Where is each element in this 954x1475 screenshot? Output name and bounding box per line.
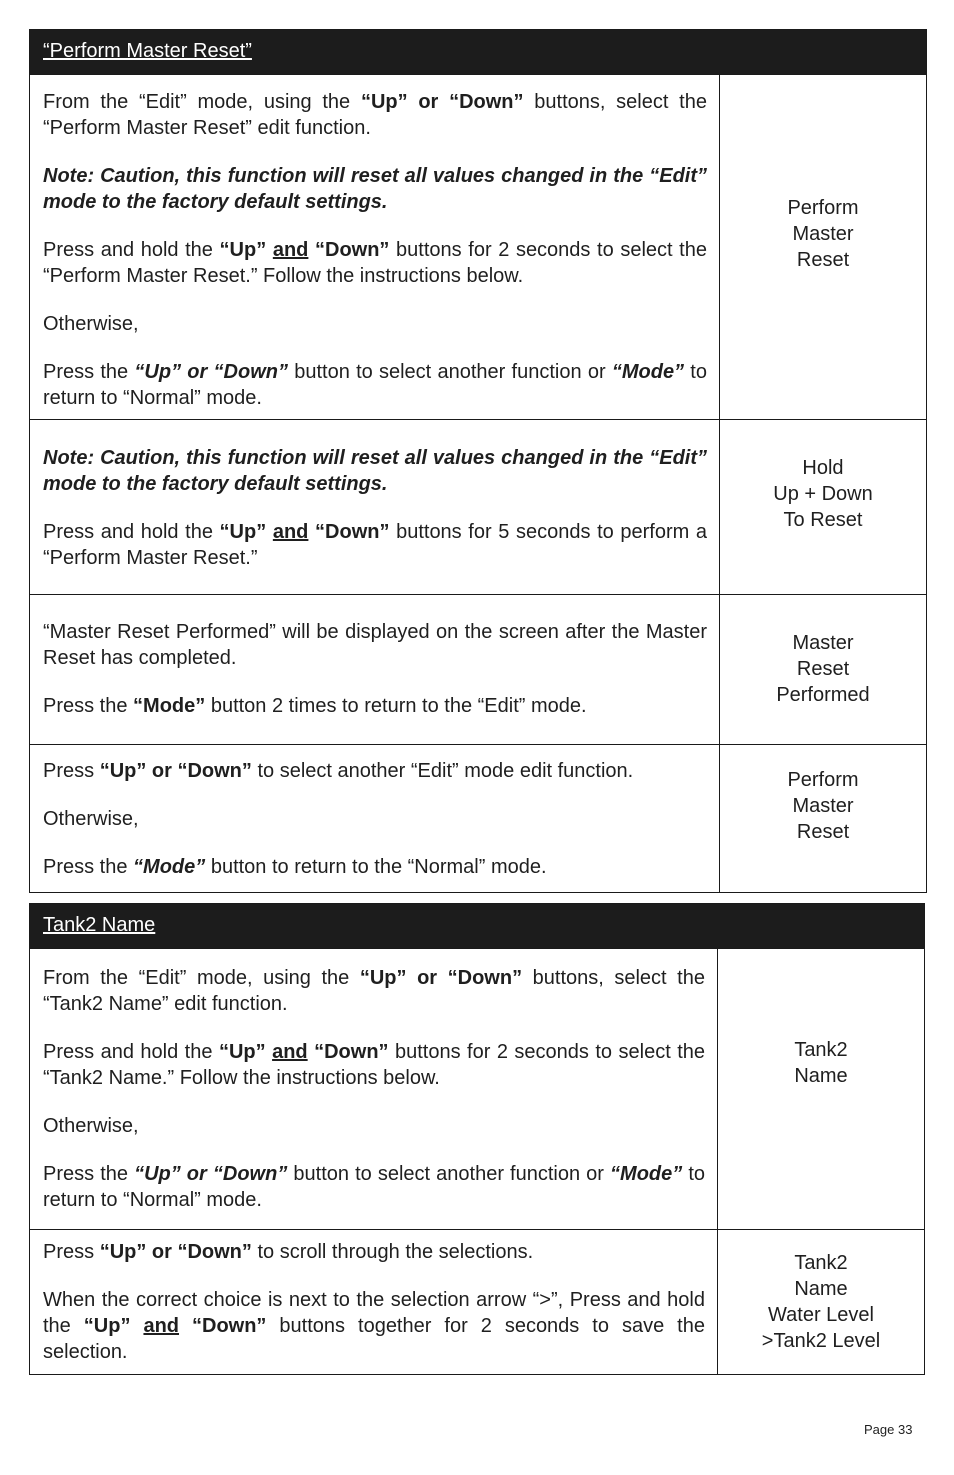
text-run: Otherwise, — [43, 1115, 139, 1137]
paragraph — [43, 1287, 705, 1365]
paragraph — [43, 854, 707, 880]
text-run: “Up” — [218, 1041, 266, 1063]
text-run: Press the — [43, 1163, 135, 1185]
text-run: and — [272, 1041, 308, 1063]
text-run: “Up” — [83, 1315, 131, 1337]
paragraph — [43, 163, 707, 215]
text-run: Press and hold the — [43, 239, 220, 261]
paragraph — [43, 519, 707, 571]
text-run — [266, 521, 273, 543]
text-run: “Up” or “Down” — [359, 967, 523, 989]
text-run: button to return to the “Normal” mode. — [205, 856, 547, 878]
text-run — [266, 239, 273, 261]
text-run: “Up” or “Down” — [134, 361, 288, 383]
text-run: “Up” — [219, 521, 267, 543]
text-run: button to select another function or — [287, 1163, 611, 1185]
paragraph — [43, 1161, 705, 1213]
display-line: To Reset — [783, 509, 863, 531]
display-text — [720, 75, 926, 419]
paragraph — [43, 693, 707, 719]
text-run: Otherwise, — [43, 808, 139, 830]
section-title: “Perform Master Reset” — [30, 30, 926, 74]
instruction-text — [30, 949, 718, 1229]
text-run: buttons, select the “Tank2 Name” edit function. — [43, 967, 705, 1015]
text-run: to return to “Normal” mode. — [43, 1163, 706, 1211]
paragraph — [43, 237, 707, 289]
text-run: “Up” or “Down” — [360, 91, 524, 113]
display-line: Perform — [787, 197, 859, 219]
section-title: Tank2 Name — [30, 904, 924, 948]
text-run: to return to “Normal” mode. — [43, 361, 707, 409]
paragraph — [43, 619, 707, 671]
text-run: “Mode” — [133, 695, 206, 717]
text-run: buttons for 2 seconds to select the “Tank2 Name.” Follow the instructions below. — [43, 1041, 706, 1089]
paragraph — [43, 1113, 705, 1139]
text-run: button to select another function or — [287, 361, 612, 383]
text-run: “Up” or “Down” — [99, 1241, 252, 1263]
instruction-row — [30, 1229, 924, 1374]
paragraph — [43, 806, 707, 832]
display-line: Water Level — [768, 1304, 874, 1326]
instruction-row — [30, 744, 926, 892]
display-text — [718, 949, 924, 1229]
text-run: buttons together for 2 seconds to save the selection. — [43, 1315, 705, 1363]
display-line: Reset — [796, 821, 850, 843]
section-perform-master-reset — [29, 29, 927, 893]
text-run: When the correct choice is next to the selection arrow “>”, Press and hold the — [43, 1289, 705, 1337]
text-run — [308, 239, 315, 261]
text-run: “Down” — [315, 521, 390, 543]
display-line: Up + Down — [773, 483, 873, 505]
paragraph — [43, 1239, 705, 1265]
text-run: Note: Caution, this function will reset all values changed in the “Edit” mode to the factory default settings. — [43, 165, 707, 213]
display-line: >Tank2 Level — [761, 1330, 881, 1352]
instruction-text — [30, 595, 720, 744]
text-run: buttons for 5 seconds to perform a “Perform Master Reset.” — [43, 521, 708, 569]
instruction-row — [30, 594, 926, 744]
text-run: “Mode” — [133, 856, 206, 878]
display-line: Reset — [796, 249, 850, 271]
text-run: “Up” or “Down” — [134, 1163, 288, 1185]
text-run: Press and hold the — [43, 1041, 219, 1063]
display-line: Name — [794, 1065, 848, 1087]
text-run: to select another “Edit” mode edit function. — [251, 760, 634, 782]
text-run: “Down” — [314, 1041, 389, 1063]
text-run: Otherwise, — [43, 313, 139, 335]
paragraph — [43, 359, 707, 411]
display-line: Master — [792, 223, 854, 245]
display-line: Hold — [802, 457, 844, 479]
instruction-text — [30, 745, 720, 892]
text-run: “Mode” — [610, 1163, 683, 1185]
text-run: and — [272, 239, 309, 261]
text-run: to scroll through the selections. — [251, 1241, 534, 1263]
paragraph — [43, 311, 707, 337]
display-text — [720, 745, 926, 892]
display-text — [720, 420, 926, 594]
display-line: Master — [792, 795, 854, 817]
text-run: and — [143, 1315, 180, 1337]
display-line: Tank2 — [794, 1252, 848, 1274]
text-run: button 2 times to return to the “Edit” mode. — [205, 695, 587, 717]
instruction-row — [30, 74, 926, 419]
text-run: “Mode” — [611, 361, 685, 383]
display-line: Master — [792, 632, 854, 654]
display-line: Reset — [796, 658, 850, 680]
section-tank2-name — [29, 903, 925, 1375]
text-run: From the “Edit” mode, using the — [43, 91, 361, 113]
display-line: Performed — [776, 684, 870, 706]
paragraph — [43, 1039, 705, 1091]
instruction-text — [30, 75, 720, 419]
text-run: From the “Edit” mode, using the — [43, 967, 360, 989]
text-run: “Master Reset Performed” will be displayed on the screen after the Master Reset has completed. — [43, 621, 707, 669]
text-run — [179, 1315, 192, 1337]
text-run: “Up” — [219, 239, 267, 261]
text-run: Press the — [43, 856, 134, 878]
instruction-row — [30, 948, 924, 1229]
text-run: Press the — [43, 695, 134, 717]
paragraph — [43, 89, 707, 141]
text-run: and — [272, 521, 309, 543]
text-run — [130, 1315, 143, 1337]
instruction-row — [30, 419, 926, 594]
paragraph — [43, 758, 707, 784]
page-number: Page 33 — [864, 1422, 913, 1437]
paragraph — [43, 965, 705, 1017]
text-run: Note: Caution, this function will reset all values changed in the “Edit” mode to the factory default settings. — [43, 447, 707, 495]
instruction-text — [30, 1230, 718, 1374]
paragraph — [43, 445, 707, 497]
display-text — [720, 595, 926, 744]
display-line: Tank2 — [794, 1039, 848, 1061]
text-run: “Up” or “Down” — [99, 760, 252, 782]
text-run: “Down” — [192, 1315, 267, 1337]
text-run: “Down” — [315, 239, 390, 261]
text-run: Press and hold the — [43, 521, 220, 543]
display-text — [718, 1230, 924, 1374]
display-line: Perform — [787, 769, 859, 791]
instruction-text — [30, 420, 720, 594]
text-run: Press — [43, 1241, 100, 1263]
text-run: Press the — [43, 361, 135, 383]
display-line: Name — [794, 1278, 848, 1300]
text-run: buttons, select the “Perform Master Reset” edit function. — [43, 91, 707, 139]
text-run: Press — [43, 760, 100, 782]
text-run: buttons for 2 seconds to select the “Perform Master Reset.” Follow the instructions below. — [43, 239, 707, 287]
